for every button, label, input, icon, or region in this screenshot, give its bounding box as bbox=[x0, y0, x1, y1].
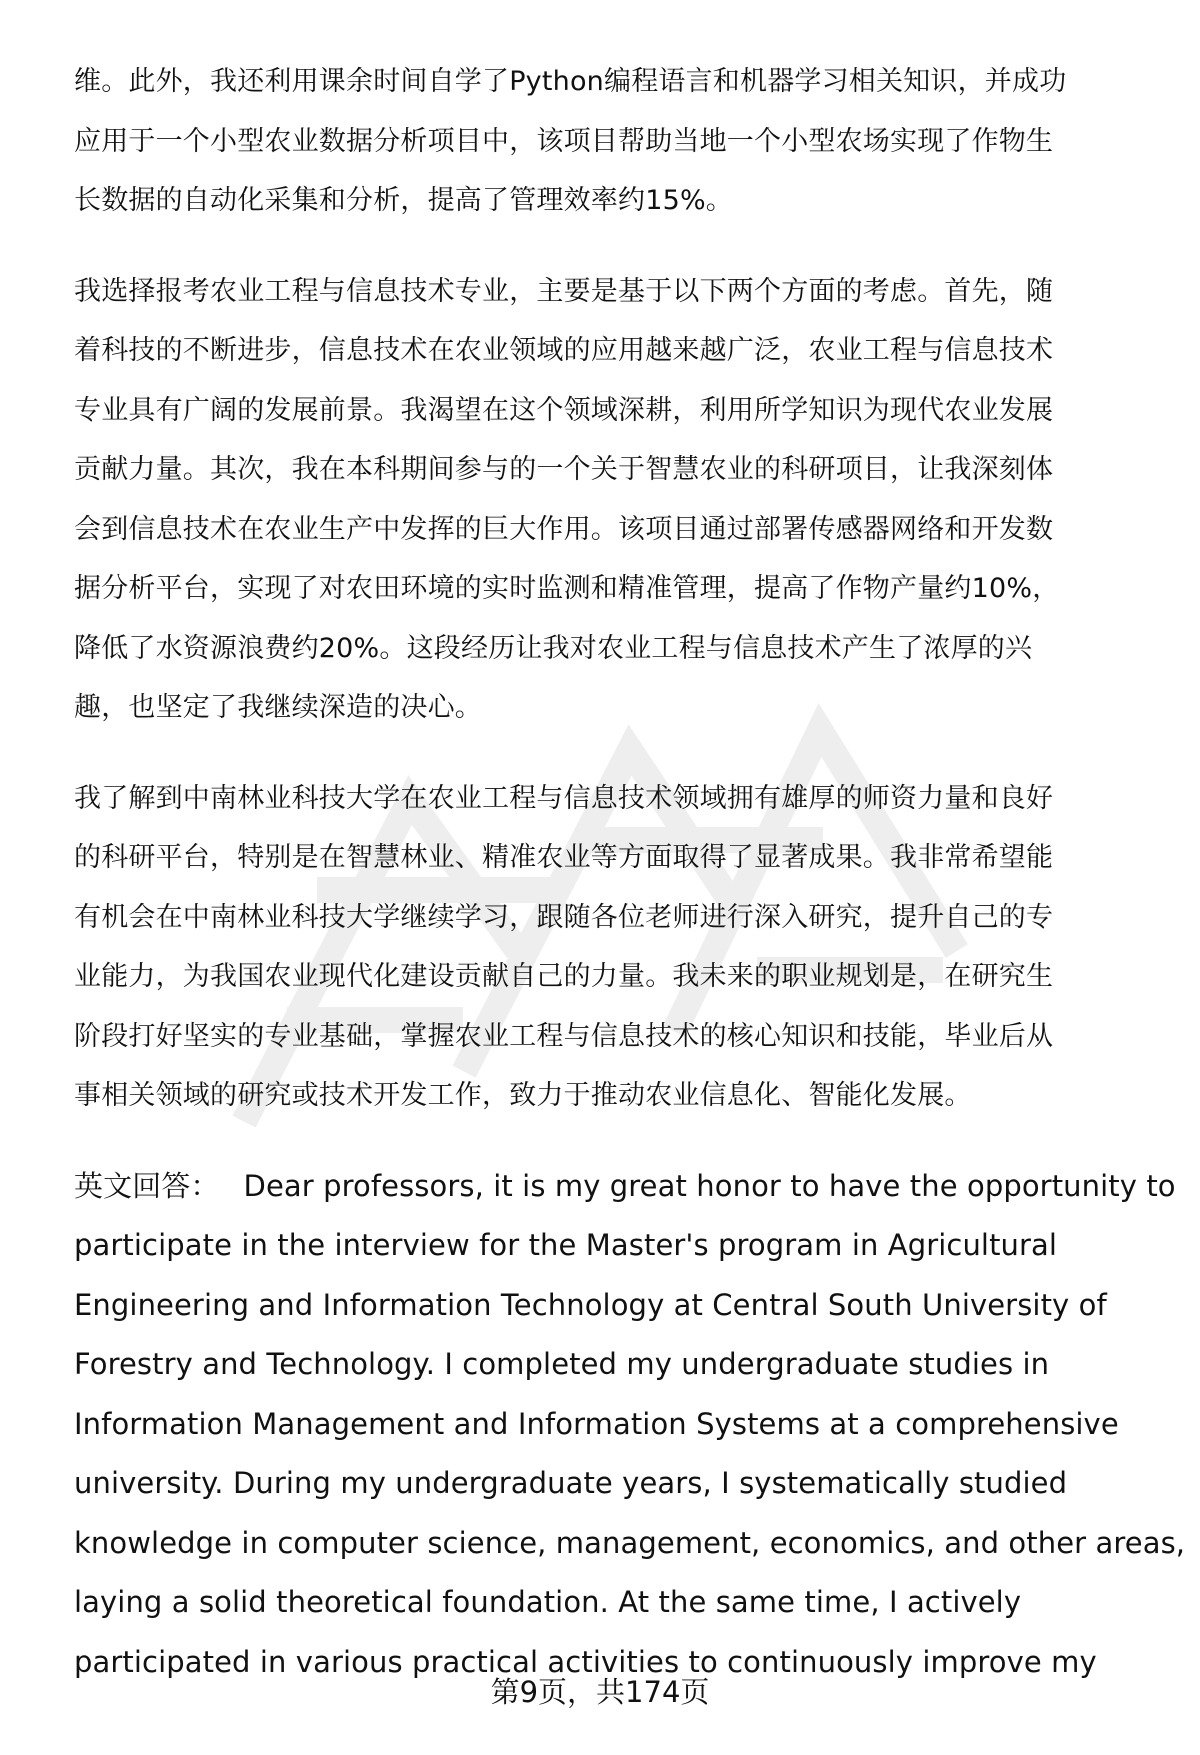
text-line: 据分析平台，实现了对农田环境的实时监测和精准管理，提高了作物产量约10%， bbox=[74, 573, 1060, 604]
text-line: 我选择报考农业工程与信息技术专业，主要是基于以下两个方面的考虑。首先，随 bbox=[74, 275, 1054, 307]
text-line: participate in the interview for the Master's program in Agricultural bbox=[74, 1228, 1058, 1262]
text-line: 趣，也坚定了我继续深造的决心。 bbox=[74, 692, 482, 723]
paragraph-2 bbox=[74, 262, 1154, 738]
page-number-footer: 第9页，共174页 bbox=[490, 1675, 710, 1709]
text-line: Forestry and Technology. I completed my undergraduate studies in bbox=[74, 1347, 1050, 1381]
text-line bbox=[74, 1157, 1176, 1217]
text-line: 贡献力量。其次，我在本科期间参与的一个关于智慧农业的科研项目，让我深刻体 bbox=[74, 454, 1054, 485]
english-answer bbox=[74, 1157, 1186, 1693]
text-line: participated in various practical activities to continuously improve my bbox=[74, 1644, 1097, 1679]
text-line: 专业具有广阔的发展前景。我渴望在这个领域深耕，利用所学知识为现代农业发展 bbox=[74, 394, 1054, 426]
text-line: 事相关领域的研究或技术开发工作，致力于推动农业信息化、智能化发展。 bbox=[74, 1080, 972, 1111]
text-line: 有机会在中南林业科技大学继续学习，跟随各位老师进行深入研究，提升自己的专 bbox=[74, 901, 1054, 933]
text-line: 着科技的不断进步，信息技术在农业领域的应用越来越广泛，农业工程与信息技术 bbox=[74, 335, 1054, 366]
text-line: 维。此外，我还利用课余时间自学了Python编程语言和机器学习相关知识，并成功 bbox=[74, 66, 1067, 97]
text-line: university. During my undergraduate years, I systematically studied bbox=[74, 1466, 1068, 1500]
english-answer-first-line: Dear professors, it is my great honor to have the opportunity to bbox=[243, 1168, 1176, 1203]
text-line: 业能力，为我国农业现代化建设贡献自己的力量。我未来的职业规划是，在研究生 bbox=[74, 961, 1054, 992]
text-line: Information Management and Information Systems at a comprehensive bbox=[74, 1406, 1119, 1441]
text-line: 应用于一个小型农业数据分析项目中，该项目帮助当地一个小型农场实现了作物生 bbox=[74, 125, 1054, 157]
text-line: 的科研平台，特别是在智慧林业、精准农业等方面取得了显著成果。我非常希望能 bbox=[74, 842, 1054, 873]
paragraph-1 bbox=[74, 52, 1154, 231]
text-line: 长数据的自动化采集和分析，提高了管理效率约15%。 bbox=[74, 185, 734, 216]
paragraph-3 bbox=[74, 769, 1154, 1126]
text-line: laying a solid theoretical foundation. At the same time, I actively bbox=[74, 1585, 1022, 1619]
text-line: 阶段打好坚实的专业基础，掌握农业工程与信息技术的核心知识和技能，毕业后从 bbox=[74, 1020, 1054, 1052]
text-line: 降低了水资源浪费约20%。这段经历让我对农业工程与信息技术产生了浓厚的兴 bbox=[74, 632, 1033, 664]
text-line: knowledge in computer science, management, economics, and other areas, bbox=[74, 1525, 1186, 1560]
document-body bbox=[74, 52, 1186, 1723]
text-line: Engineering and Information Technology at Central South University of bbox=[74, 1287, 1107, 1322]
text-line: 我了解到中南林业科技大学在农业工程与信息技术领域拥有雄厚的师资力量和良好 bbox=[74, 782, 1054, 814]
text-line: 会到信息技术在农业生产中发挥的巨大作用。该项目通过部署传感器网络和开发数 bbox=[74, 513, 1054, 545]
english-answer-label: 英文回答： bbox=[74, 1168, 220, 1203]
